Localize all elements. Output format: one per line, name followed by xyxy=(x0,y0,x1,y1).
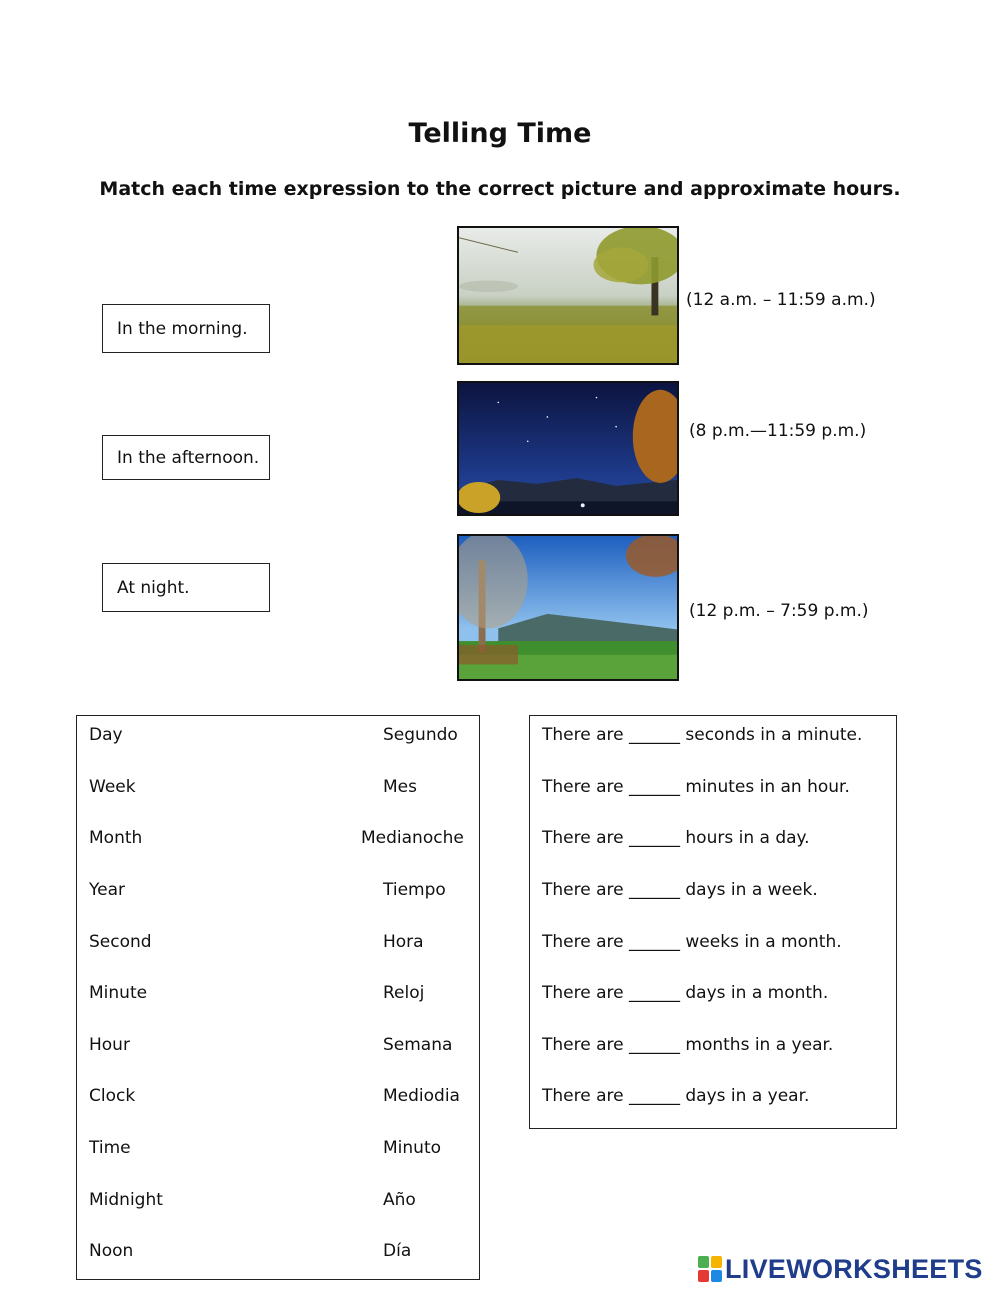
vocab-row xyxy=(77,828,479,858)
hours-label-2: (8 p.m.—11:59 p.m.) xyxy=(689,421,867,441)
fill-in-sentence[interactable]: There are ______ hours in a day. xyxy=(542,828,810,848)
english-word[interactable]: Noon xyxy=(89,1241,134,1261)
fill-in-sentence[interactable]: There are ______ seconds in a minute. xyxy=(542,725,863,745)
hours-label-1: (12 a.m. – 11:59 a.m.) xyxy=(686,290,876,310)
vocab-row xyxy=(77,777,479,807)
vocab-row xyxy=(77,880,479,910)
english-word[interactable]: Week xyxy=(89,777,136,797)
spanish-word[interactable]: Tiempo xyxy=(383,880,446,900)
spanish-word[interactable]: Mediodia xyxy=(383,1086,460,1106)
spanish-word[interactable]: Mes xyxy=(383,777,417,797)
expression-box-afternoon[interactable]: In the afternoon. xyxy=(102,435,270,480)
spanish-word[interactable]: Minuto xyxy=(383,1138,442,1158)
vocab-row xyxy=(77,932,479,962)
vocab-row xyxy=(77,1086,479,1116)
spanish-word[interactable]: Reloj xyxy=(383,983,425,1003)
vocab-row xyxy=(77,983,479,1013)
english-word[interactable]: Day xyxy=(89,725,123,745)
english-word[interactable]: Minute xyxy=(89,983,148,1003)
expression-box-morning[interactable]: In the morning. xyxy=(102,304,270,353)
spanish-word[interactable]: Semana xyxy=(383,1035,453,1055)
liveworksheets-logo-icon xyxy=(698,1256,722,1282)
fill-in-sentence[interactable]: There are ______ months in a year. xyxy=(542,1035,834,1055)
english-word[interactable]: Second xyxy=(89,932,152,952)
english-word[interactable]: Hour xyxy=(89,1035,130,1055)
liveworksheets-logo[interactable] xyxy=(698,1254,983,1284)
fill-in-sentence[interactable]: There are ______ days in a week. xyxy=(542,880,818,900)
fill-in-sentence[interactable]: There are ______ weeks in a month. xyxy=(542,932,842,952)
english-word[interactable]: Clock xyxy=(89,1086,136,1106)
spanish-word[interactable]: Hora xyxy=(383,932,424,952)
hours-label-3: (12 p.m. – 7:59 p.m.) xyxy=(689,601,869,621)
sunny-field-photo[interactable] xyxy=(457,534,679,681)
english-word[interactable]: Time xyxy=(89,1138,131,1158)
vocab-row xyxy=(77,1241,479,1271)
brand-name: LIVEWORKSHEETS xyxy=(725,1253,983,1284)
vocab-row xyxy=(77,725,479,755)
expression-box-night[interactable]: At night. xyxy=(102,563,270,612)
english-word[interactable]: Month xyxy=(89,828,143,848)
spanish-word[interactable]: Día xyxy=(383,1241,412,1261)
english-word[interactable]: Midnight xyxy=(89,1190,163,1210)
night-sky-photo[interactable] xyxy=(457,381,679,516)
fill-in-sentence[interactable]: There are ______ days in a month. xyxy=(542,983,829,1003)
fill-in-sentence[interactable]: There are ______ minutes in an hour. xyxy=(542,777,850,797)
fill-in-sentence[interactable]: There are ______ days in a year. xyxy=(542,1086,810,1106)
vocab-row xyxy=(77,1035,479,1065)
vocab-row xyxy=(77,1138,479,1168)
spanish-word[interactable]: Medianoche xyxy=(361,828,464,848)
instructions: Match each time expression to the correct picture and approximate hours. xyxy=(99,178,901,200)
english-word[interactable]: Year xyxy=(89,880,125,900)
vocabulary-table xyxy=(76,715,480,1280)
spanish-word[interactable]: Segundo xyxy=(383,725,458,745)
vocab-row xyxy=(77,1190,479,1220)
time-facts-box xyxy=(529,715,897,1129)
spanish-word[interactable]: Año xyxy=(383,1190,416,1210)
page-title: Telling Time xyxy=(408,118,592,149)
foggy-park-photo[interactable] xyxy=(457,226,679,365)
